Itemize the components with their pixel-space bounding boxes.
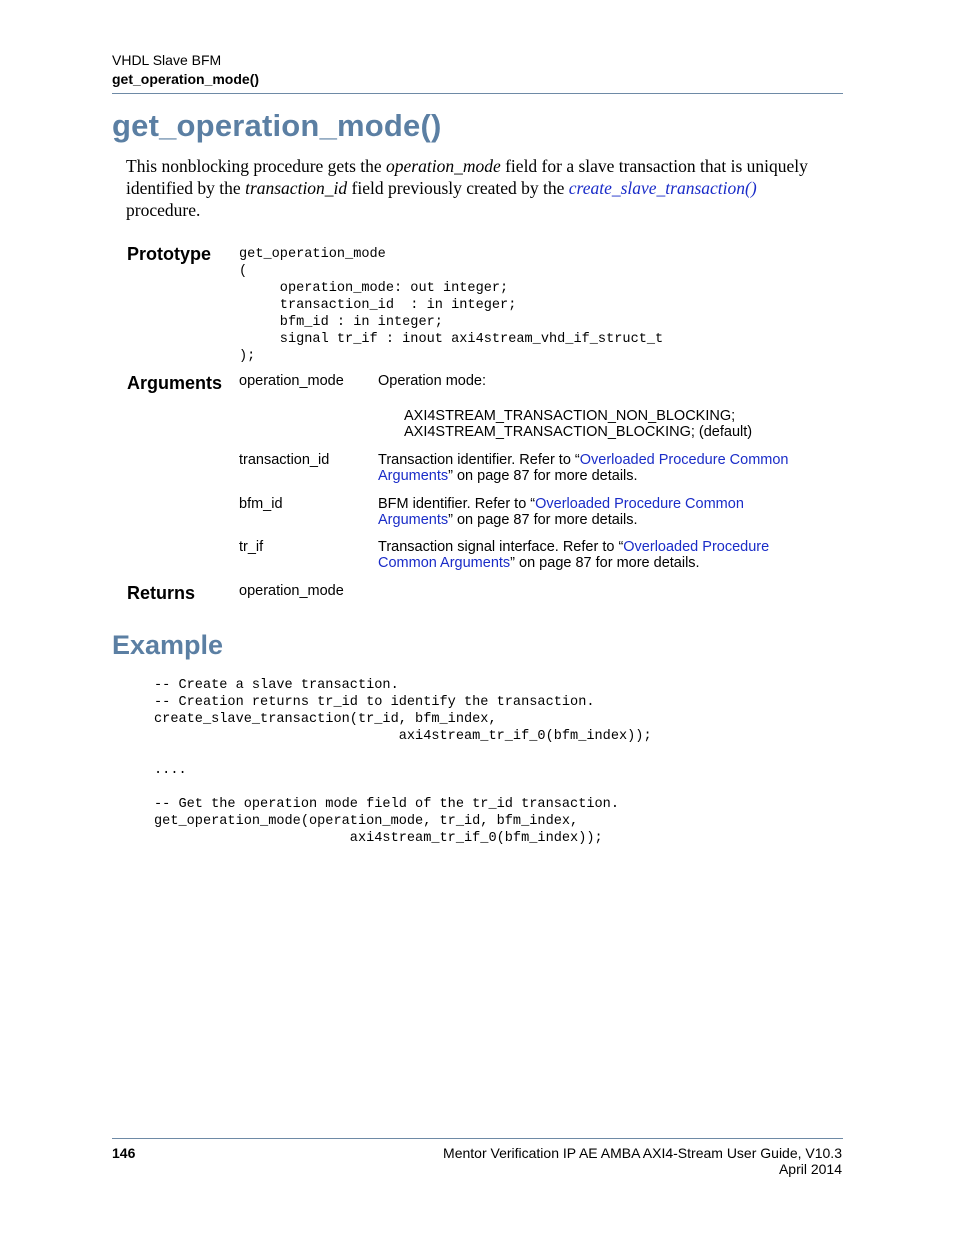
argument-desc-transaction-id xyxy=(378,452,828,484)
page-title: get_operation_mode() xyxy=(112,108,442,143)
arg-desc-post: ” on page 87 for more details. xyxy=(448,468,638,484)
intro-text-4: procedure. xyxy=(126,200,201,220)
arg-desc-post: ” on page 87 for more details. xyxy=(510,555,700,571)
intro-emphasis-transaction-id: transaction_id xyxy=(245,178,348,198)
returns-value: operation_mode xyxy=(239,583,344,599)
argument-name-transaction-id: transaction_id xyxy=(239,452,330,468)
argument-desc-tr-if xyxy=(378,539,818,571)
overloaded-procedure-link[interactable]: Overloaded Procedure Common Arguments xyxy=(378,539,770,571)
footer-guide-title: Mentor Verification IP AE AMBA AXI4-Stream User Guide, V10.3 xyxy=(443,1145,842,1161)
argument-name-tr-if: tr_if xyxy=(239,539,264,555)
arg-desc-pre: BFM identifier. Refer to “ xyxy=(378,496,536,512)
prototype-label: Prototype xyxy=(127,244,212,264)
argument-desc-operation-mode: Operation mode: xyxy=(378,373,487,389)
arg-desc-pre: Transaction signal interface. Refer to “ xyxy=(378,539,624,555)
intro-paragraph xyxy=(126,155,826,221)
example-heading: Example xyxy=(112,630,224,660)
intro-text-2: field for a slave transaction that is uniquely identified by the xyxy=(126,156,808,198)
header-rule xyxy=(112,93,843,94)
prototype-code: get_operation_mode ( operation_mode: out integer; transaction_id : in integer; bfm_id : in integer; signal tr_if : inout axi4stream_vhd_if_struct_t ); xyxy=(239,247,664,364)
running-header-section: VHDL Slave BFM xyxy=(112,52,222,68)
intro-text-1: This nonblocking procedure gets the xyxy=(126,156,387,176)
arguments-label: Arguments xyxy=(127,373,223,393)
footer-date: April 2014 xyxy=(778,1161,842,1177)
argument-name-bfm-id: bfm_id xyxy=(239,496,283,512)
footer-guide-info xyxy=(443,1145,842,1177)
example-code: -- Create a slave transaction. -- Creation returns tr_id to identify the transaction. create_slave_transaction(tr_id, bfm_index, axi4stream_tr_if_0(bfm_index)); .... -- Get the operation mode field of the tr_id transaction. get_operation_mode(operation_mode, tr_id, bfm_index, axi4stream_tr_if_0(bfm_index)); xyxy=(154,678,652,846)
overloaded-procedure-link[interactable]: Overloaded Procedure Common Arguments xyxy=(378,452,789,484)
intro-text-3: field previously created by the xyxy=(347,178,569,198)
operation-mode-values: AXI4STREAM_TRANSACTION_NON_BLOCKING; AXI4STREAM_TRANSACTION_BLOCKING; (default) xyxy=(404,408,753,440)
intro-emphasis-operation-mode: operation_mode xyxy=(386,156,501,176)
running-header-topic: get_operation_mode() xyxy=(112,71,260,87)
create-slave-transaction-link[interactable]: create_slave_transaction() xyxy=(568,178,757,198)
overloaded-procedure-link[interactable]: Overloaded Procedure Common Arguments xyxy=(378,496,744,528)
page-number: 146 xyxy=(112,1145,136,1161)
argument-name-operation-mode: operation_mode xyxy=(239,373,344,389)
arg-desc-pre: Transaction identifier. Refer to “ xyxy=(378,452,580,468)
arg-desc-post: ” on page 87 for more details. xyxy=(448,512,638,528)
returns-label: Returns xyxy=(127,583,196,603)
argument-desc-bfm-id xyxy=(378,496,788,528)
footer-rule xyxy=(112,1138,843,1139)
